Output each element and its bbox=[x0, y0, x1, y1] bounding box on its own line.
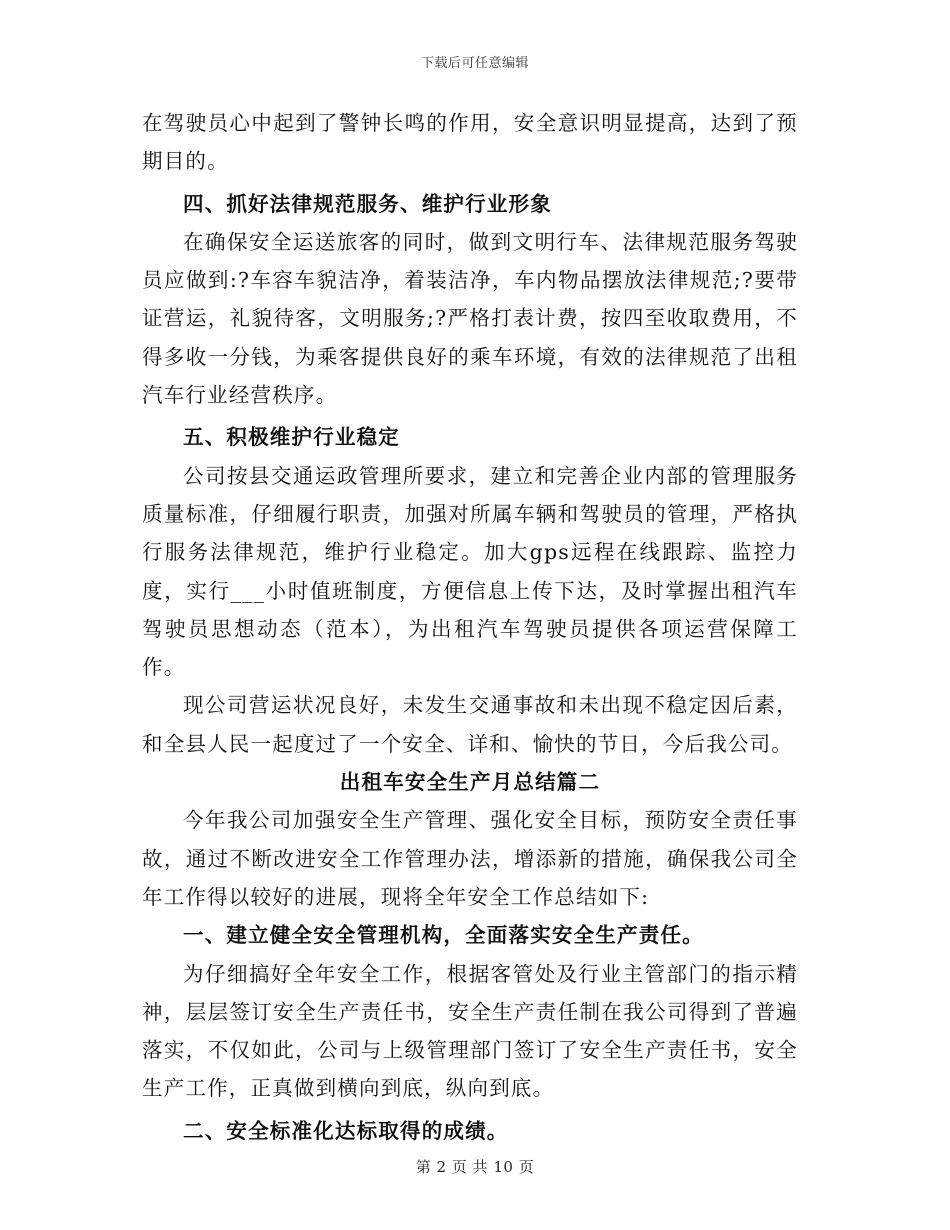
section-heading-four: 四、抓好法律规范服务、维护行业形象 bbox=[183, 191, 552, 216]
paragraph-section-five: 公司按县交通运政管理所要求，建立和完善企业内部的管理服务质量标准，仔细履行职责，加强对所属车辆和驾驶员的管理，严格执行服务法律规范，维护行业稳定。加大gps远程在线跟踪、监控力度，实行___小时值班制度，方便信息上传下达，及时掌握出租汽车驾驶员思想动态（范本），为出租汽车驾驶员提供各项运营保障工作。 bbox=[142, 463, 798, 680]
paragraph-section-four: 在确保安全运送旅客的同时，做到文明行车、法律规范服务驾驶员应做到:?车容车貌洁净，着装洁净，车内物品摆放法律规范;?要带证营运，礼貌待客，文明服务;?严格打表计费，按四至收取费用，不得多收一分钱，为乘客提供良好的乘车环境，有效的法律规范了出租汽车行业经营秩序。 bbox=[142, 229, 798, 408]
article-title-part-two: 出租车安全生产月总结篇二 bbox=[339, 770, 601, 795]
page-header: 下载后可任意编辑 bbox=[420, 56, 529, 71]
paragraph-status: 现公司营运状况良好，未发生交通事故和未出现不稳定因后素，和全县人民一起度过了一个安全、详和、愉快的节日，今后我公司。 bbox=[142, 693, 798, 756]
section-heading-five: 五、积极维护行业稳定 bbox=[183, 425, 400, 450]
section-heading-one: 一、建立健全安全管理机构，全面落实安全生产责任。 bbox=[183, 923, 704, 948]
page-footer: 第 2 页 共 10 页 bbox=[415, 1158, 535, 1176]
document-body bbox=[142, 104, 798, 1150]
section-heading-two: 二、安全标准化达标取得的成绩。 bbox=[183, 1118, 509, 1143]
paragraph-section-one: 为仔细搞好全年安全工作，根据客管处及行业主管部门的指示精神，层层签订安全生产责任书，安全生产责任制在我公司得到了普遍落实，不仅如此，公司与上级管理部门签订了安全生产责任书，安全生产工作，正真做到横向到底，纵向到底。 bbox=[142, 961, 798, 1101]
paragraph-continued: 在驾驶员心中起到了警钟长鸣的作用，安全意识明显提高，达到了预期目的。 bbox=[142, 111, 798, 174]
paragraph-intro: 今年我公司加强安全生产管理、强化安全目标，预防安全责任事故，通过不断改进安全工作管理办法，增添新的措施，确保我公司全年工作得以较好的进展，现将全年安全工作总结如下: bbox=[142, 808, 798, 909]
